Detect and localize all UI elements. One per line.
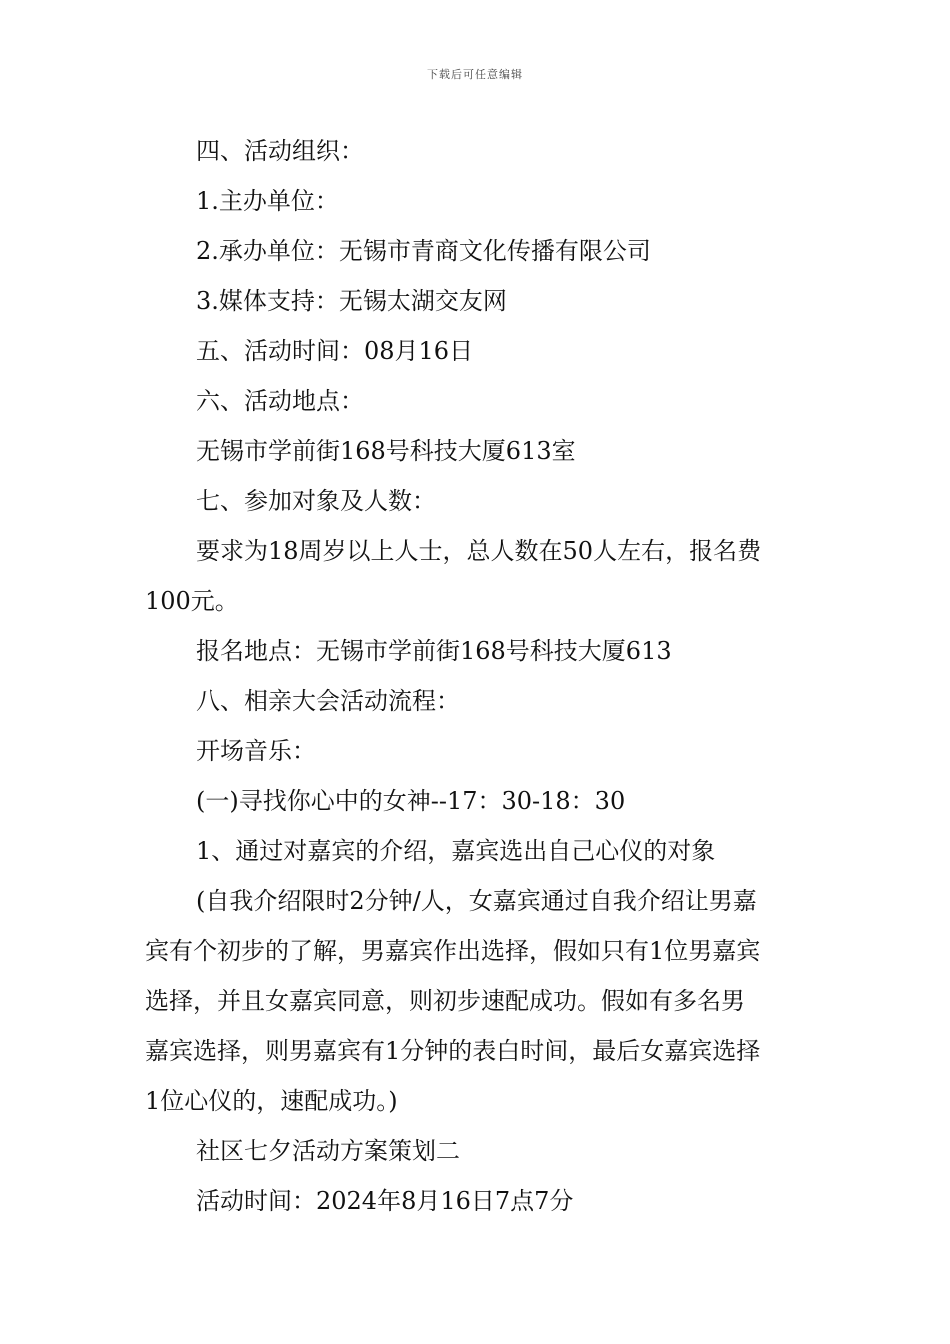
introduction-detail-line-4: 嘉宾选择，则男嘉宾有1分钟的表白时间，最后女嘉宾选择 — [145, 1037, 761, 1065]
introduction-detail-line-2: 宾有个初步的了解，男嘉宾作出选择，假如只有1位男嘉宾 — [145, 937, 761, 965]
process-item-introduction: 1、通过对嘉宾的介绍，嘉宾选出自己心仪的对象 — [196, 837, 716, 865]
section-heading-participants: 七、参加对象及人数： — [196, 487, 436, 515]
document-body — [145, 126, 810, 1226]
participants-requirement-line-2: 100元。 — [145, 587, 239, 615]
introduction-detail-line-1: (自我介绍限时2分钟/人，女嘉宾通过自我介绍让男嘉 — [196, 887, 757, 915]
plan-two-time: 活动时间：2024年8月16日7点7分 — [196, 1187, 574, 1215]
participants-requirement-line-1: 要求为18周岁以上人士，总人数在50人左右，报名费 — [196, 537, 762, 565]
section-heading-location: 六、活动地点： — [196, 387, 364, 415]
co-organizer-line: 2.承办单位：无锡市青商文化传播有限公司 — [196, 237, 651, 265]
section-heading-time: 五、活动时间：08月16日 — [196, 337, 474, 365]
introduction-detail-line-5: 1位心仪的，速配成功。) — [145, 1087, 398, 1115]
section-heading-process: 八、相亲大会活动流程： — [196, 687, 460, 715]
section-heading-organization: 四、活动组织： — [196, 137, 364, 165]
media-support-line: 3.媒体支持：无锡太湖交友网 — [196, 287, 507, 315]
registration-location: 报名地点：无锡市学前街168号科技大厦613 — [196, 637, 672, 665]
plan-two-title: 社区七夕活动方案策划二 — [196, 1137, 460, 1165]
organizer-line: 1.主办单位： — [196, 187, 339, 215]
process-step-one: (一)寻找你心中的女神--17：30-18：30 — [196, 787, 626, 815]
location-address: 无锡市学前街168号科技大厦613室 — [196, 437, 576, 465]
introduction-detail-line-3: 选择，并且女嘉宾同意，则初步速配成功。假如有多名男 — [145, 987, 745, 1015]
opening-music: 开场音乐： — [196, 737, 316, 765]
header-note: 下载后可任意编辑 — [427, 68, 523, 81]
